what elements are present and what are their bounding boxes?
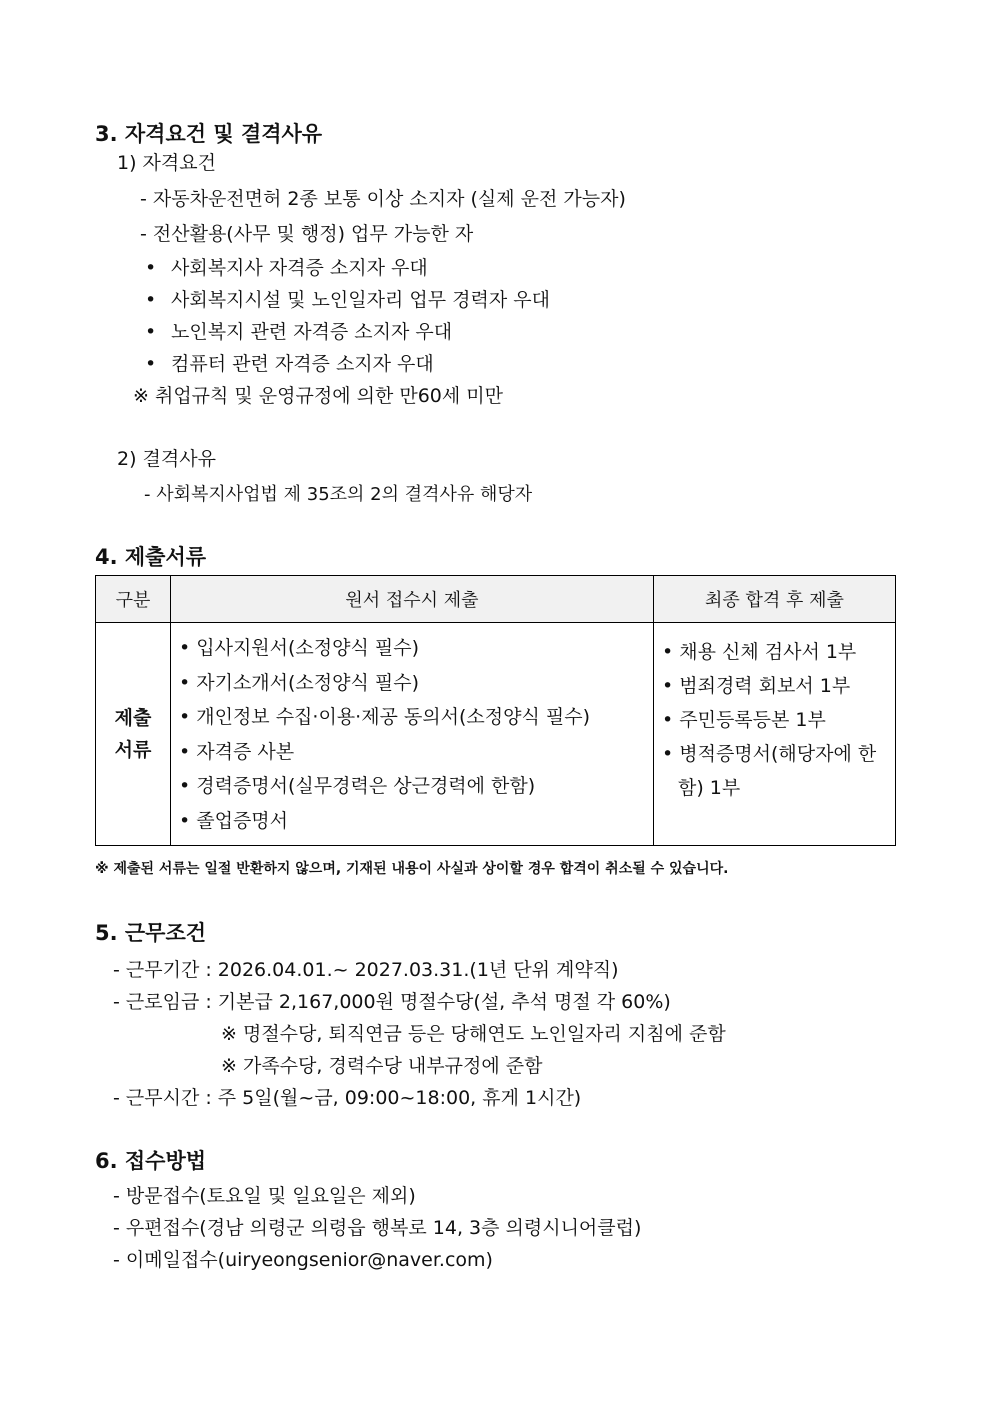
- final-documents-cell: [654, 623, 896, 846]
- documents-table: [95, 575, 896, 846]
- submission-method: - 우편접수(경남 의령군 의령읍 행복로 14, 3층 의령시니어클럽): [113, 1217, 642, 1239]
- list-item: • 주민등록등본 1부: [662, 709, 826, 731]
- documents-note: ※ 제출된 서류는 일절 반환하지 않으며, 기재된 내용이 사실과 상이할 경우 합격이 취소될 수 있습니다.: [95, 861, 729, 877]
- submission-method: - 이메일접수(uiryeongsenior@naver.com): [113, 1249, 493, 1271]
- table-row: [96, 623, 896, 846]
- section3-title: 3. 자격요건 및 결격사유: [95, 122, 323, 146]
- section6-title: 6. 접수방법: [95, 1149, 207, 1173]
- bullet-icon: •: [145, 289, 157, 311]
- list-item: • 채용 신체 검사서 1부: [662, 641, 857, 663]
- bullet-icon: •: [145, 353, 157, 375]
- row-label: 제출 서류: [96, 623, 171, 846]
- header-on-application: 원서 접수시 제출: [171, 576, 654, 623]
- work-hours: - 근무시간 : 주 5일(월~금, 09:00~18:00, 휴게 1시간): [113, 1087, 582, 1109]
- disqualification-item: - 사회복지사업법 제 35조의 2의 결격사유 해당자: [144, 484, 533, 505]
- submission-method: - 방문접수(토요일 및 일요일은 제외): [113, 1185, 416, 1207]
- list-item: • 경력증명서(실무경력은 상근경력에 한함): [179, 775, 536, 797]
- section5-title: 5. 근무조건: [95, 921, 207, 945]
- list-item: • 자격증 사본: [179, 740, 295, 763]
- preference-item: • 사회복지시설 및 노인일자리 업무 경력자 우대: [145, 289, 550, 311]
- list-item: • 범죄경력 회보서 1부: [662, 675, 851, 697]
- wage-note: ※ 가족수당, 경력수당 내부규정에 준함: [221, 1055, 543, 1077]
- preference-item: • 노인복지 관련 자격증 소지자 우대: [145, 321, 453, 343]
- requirement-item: - 전산활용(사무 및 행정) 업무 가능한 자: [140, 223, 474, 245]
- subsection-qualifications: 1) 자격요건: [117, 152, 216, 174]
- list-item: • 졸업증명서: [179, 809, 289, 832]
- header-category: 구분: [96, 576, 171, 623]
- age-note: ※ 취업규칙 및 운영규정에 의한 만60세 미만: [133, 385, 503, 407]
- list-item: • 병적증명서(해당자에 한함) 1부: [662, 743, 877, 799]
- section4-title: 4. 제출서류: [95, 545, 207, 569]
- table-header-row: [96, 576, 896, 623]
- list-item: • 개인정보 수집·이용·제공 동의서(소정양식 필수): [179, 706, 590, 728]
- application-documents-cell: [171, 623, 654, 846]
- work-period: - 근무기간 : 2026.04.01.~ 2027.03.31.(1년 단위 계약직): [113, 959, 619, 981]
- bullet-icon: •: [145, 257, 157, 279]
- list-item: • 자기소개서(소정양식 필수): [179, 671, 420, 694]
- requirement-item: - 자동차운전면허 2종 보통 이상 소지자 (실제 운전 가능자): [140, 188, 626, 210]
- header-after-final: 최종 합격 후 제출: [654, 576, 896, 623]
- bullet-icon: •: [145, 321, 157, 343]
- list-item: • 입사지원서(소정양식 필수): [179, 637, 420, 659]
- wage-note: ※ 명절수당, 퇴직연금 등은 당해연도 노인일자리 지침에 준함: [221, 1023, 726, 1045]
- wage: - 근로임금 : 기본급 2,167,000원 명절수당(설, 추석 명절 각 60%): [113, 991, 671, 1013]
- preference-item: • 컴퓨터 관련 자격증 소지자 우대: [145, 353, 434, 375]
- subsection-disqualifications: 2) 결격사유: [117, 448, 216, 470]
- preference-item: • 사회복지사 자격증 소지자 우대: [145, 257, 428, 279]
